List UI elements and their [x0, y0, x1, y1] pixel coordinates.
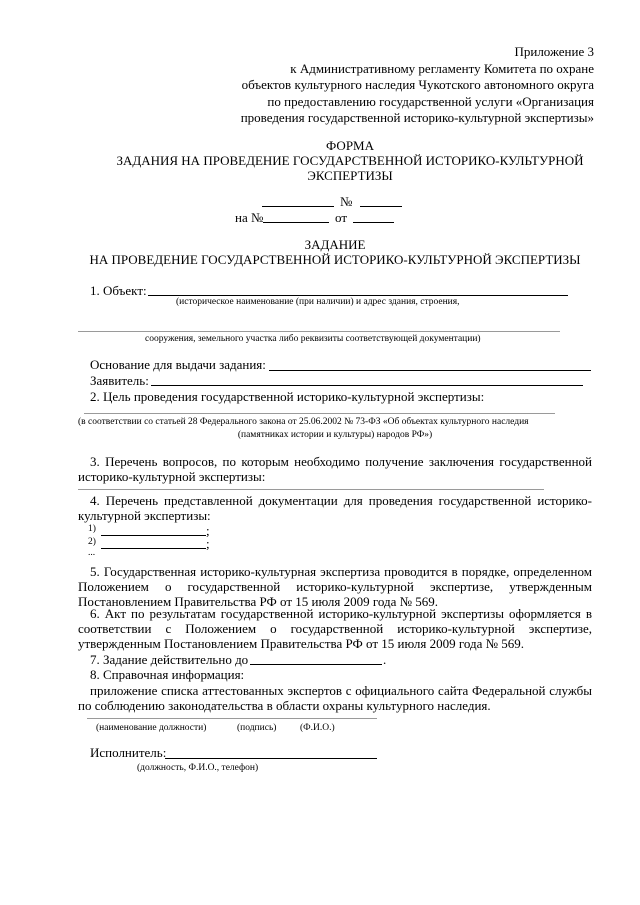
basis-label: Основание для выдачи задания:	[90, 357, 266, 372]
task-title-2: НА ПРОВЕДЕНИЕ ГОСУДАРСТВЕННОЙ ИСТОРИКО-КУЛЬТУРНОЙ ЭКСПЕРТИЗЫ	[89, 252, 581, 267]
executor-hint: (должность, Ф.И.О., телефон)	[137, 763, 259, 773]
item4-sub-2-semicolon: ;	[206, 536, 210, 551]
item8-line-1: приложение списка аттестованных экспертов с официального сайта Федеральной службы	[90, 683, 592, 698]
item4-sub-1-semicolon: ;	[206, 523, 210, 538]
item5-line-1: 5. Государственная историко-культурная экспертиза проводится в порядке, определенном	[90, 564, 592, 579]
item7-label: 7. Задание действительно до	[90, 652, 249, 667]
item3-field[interactable]	[78, 489, 544, 490]
item8-line-2: по соблюдению законодательства в области охраны культурного наследия.	[78, 698, 491, 713]
appendix-line-5: проведения государственной историко-культурной экспертизы»	[240, 110, 594, 125]
number-blank-right[interactable]	[360, 206, 402, 207]
item4-line-1: 4. Перечень представленной документации для проведения государственной историко-	[90, 493, 592, 508]
na-number-blank[interactable]	[263, 222, 329, 223]
item4-sub-2-field[interactable]	[101, 548, 206, 549]
task-title-1: ЗАДАНИЕ	[304, 237, 366, 252]
number-sign: №	[340, 194, 353, 209]
item8-label: 8. Справочная информация:	[90, 667, 245, 682]
item4-line-2: культурной экспертизы:	[78, 508, 211, 523]
appendix-line-3: объектов культурного наследия Чукотского автономного округа	[241, 77, 594, 92]
form-title-1: ФОРМА	[326, 138, 374, 153]
item4-ellipsis: ...	[88, 548, 96, 558]
item6-line-2: соответствии с Положением о государственной историко-культурной экспертизе,	[78, 621, 592, 636]
item6-line-3: утвержденным Постановлением Правительства РФ от 15 июля 2009 года № 569.	[78, 636, 525, 651]
item5-line-2: Положением о государственной историко-культурной экспертизе, утвержденным	[78, 579, 592, 594]
na-number-label: на №	[235, 210, 264, 225]
signature-sign-hint: (подпись)	[237, 723, 277, 733]
item3-line-2: историко-культурной экспертизы:	[78, 469, 266, 484]
item7-dot: .	[383, 652, 387, 667]
item6-line-1: 6. Акт по результатам государственной историко-культурной экспертизы оформляется в	[90, 606, 592, 621]
executor-field[interactable]	[165, 758, 377, 759]
object-label: 1. Объект:	[90, 283, 147, 298]
object-hint-2: сооружения, земельного участка либо реквизиты соответствующей документации)	[145, 334, 481, 344]
signature-position-hint: (наименование должности)	[96, 723, 207, 733]
object-hint-1: (историческое наименование (при наличии) и адрес здания, строения,	[176, 297, 460, 307]
goal-label: 2. Цель проведения государственной историко-культурной экспертизы:	[90, 389, 485, 404]
item5-line-3: Постановлением Правительства РФ от 15 июля 2009 года № 569.	[78, 594, 439, 609]
applicant-label: Заявитель:	[90, 373, 149, 388]
item4-sub-1-field[interactable]	[101, 535, 206, 536]
form-title-2: ЗАДАНИЯ НА ПРОВЕДЕНИЕ ГОСУДАРСТВЕННОЙ ИСТОРИКО-КУЛЬТУРНОЙ	[116, 153, 584, 168]
appendix-line-4: по предоставлению государственной услуги «Организация	[267, 94, 594, 109]
appendix-line-2: к Административному регламенту Комитета по охране	[290, 61, 594, 76]
appendix-line-1: Приложение 3	[514, 44, 594, 59]
applicant-field[interactable]	[151, 385, 583, 386]
goal-field[interactable]	[84, 413, 555, 414]
ot-label: от	[335, 210, 348, 225]
object-field-2[interactable]	[78, 331, 560, 332]
signature-field[interactable]	[87, 718, 377, 719]
item4-sub-1: 1)	[88, 524, 96, 534]
object-field[interactable]	[148, 295, 568, 296]
signature-name-hint: (Ф.И.О.)	[300, 723, 335, 733]
item4-sub-2: 2)	[88, 537, 96, 547]
item7-field[interactable]	[250, 664, 382, 665]
executor-label: Исполнитель:	[90, 745, 167, 760]
item3-line-1: 3. Перечень вопросов, по которым необходимо получение заключения государственной	[90, 454, 592, 469]
number-blank-left[interactable]	[262, 206, 334, 207]
goal-hint-2: (памятниках истории и культуры) народов РФ»)	[237, 430, 433, 440]
form-title-3: ЭКСПЕРТИЗЫ	[307, 168, 393, 183]
basis-field[interactable]	[269, 370, 591, 371]
ot-blank[interactable]	[353, 222, 394, 223]
goal-hint-1: (в соответствии со статьей 28 Федерального закона от 25.06.2002 № 73-ФЗ «Об объектах культурного наследия	[78, 417, 529, 427]
